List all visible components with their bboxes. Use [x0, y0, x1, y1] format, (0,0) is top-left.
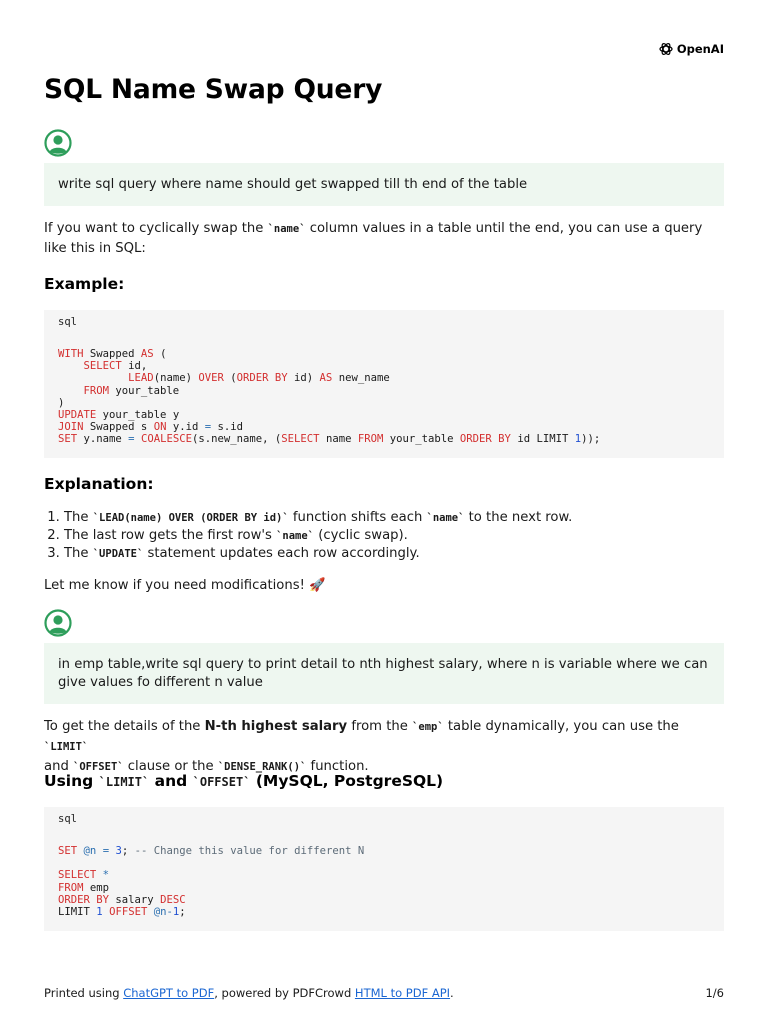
code-block-1	[44, 310, 724, 458]
answer-1-intro-text: If you want to cyclically swap the	[44, 221, 268, 236]
inline-code: `name`	[426, 512, 465, 524]
answer-2-intro-bold: N-th highest salary	[204, 719, 348, 734]
list-item-text: statement updates each row accordingly.	[143, 546, 420, 561]
inline-code: `OFFSET`	[192, 775, 251, 789]
html-to-pdf-api-link[interactable]: HTML to PDF API	[354, 986, 451, 1000]
answer-2-intro-text: table dynamically, you can use the	[443, 719, 679, 734]
example-heading: Example:	[44, 275, 125, 293]
inline-code: `name`	[267, 223, 306, 235]
footer-text: , powered by PDFCrowd	[214, 986, 355, 1000]
code-language-label: sql	[58, 316, 77, 328]
footer-text: Printed using	[44, 986, 124, 1000]
user-avatar-icon	[44, 609, 72, 637]
answer-1-intro-text-2: column values in a table until the end, you can use a query like this in SQL:	[44, 221, 703, 256]
inline-code: `emp`	[412, 721, 444, 733]
openai-logo-icon	[658, 41, 674, 57]
list-item-text: (cyclic swap).	[314, 528, 408, 543]
list-item	[64, 545, 572, 563]
inline-code: `UPDATE`	[92, 548, 144, 560]
user-prompt-1	[44, 163, 724, 206]
inline-code: `LIMIT`	[98, 775, 150, 789]
openai-logo	[658, 41, 724, 57]
footer	[44, 986, 724, 1000]
answer-2-intro-text: from the	[347, 719, 413, 734]
user-prompt-2	[44, 643, 724, 704]
chatgpt-to-pdf-link[interactable]: ChatGPT to PDF	[123, 986, 215, 1000]
footer-text: .	[450, 986, 454, 1000]
explanation-heading: Explanation:	[44, 475, 154, 493]
limit-offset-heading	[44, 772, 443, 790]
openai-logo-text: OpenAI	[676, 42, 724, 56]
heading-text: (MySQL, PostgreSQL)	[250, 772, 444, 790]
code-block-2	[44, 807, 724, 931]
heading-text: Using	[44, 772, 99, 790]
list-item-text: to the next row.	[464, 510, 573, 525]
code-language-label: sql	[58, 813, 77, 825]
list-item-text: The	[64, 510, 93, 525]
explanation-list	[44, 509, 572, 563]
list-item-text: The last row gets the first row's	[64, 528, 277, 543]
user-prompt-1-text: write sql query where name should get swapped till th end of the table	[58, 176, 528, 192]
answer-2-intro-text: To get the details of the	[44, 719, 205, 734]
code-block-2-content: SET @n = 3; -- Change this value for different N SELECT * FROM emp ORDER BY salary DESC LIMIT 1 OFFSET @n-1;	[58, 845, 365, 919]
answer-1-closing: Let me know if you need modifications! 🚀	[44, 578, 326, 593]
list-item	[64, 509, 572, 527]
answer-2-intro-text: and	[44, 759, 74, 774]
list-item-text: The	[64, 546, 93, 561]
heading-text: and	[149, 772, 193, 790]
code-block-1-content: WITH Swapped AS ( SELECT id, LEAD(name) OVER (ORDER BY id) AS new_name FROM your_table ) UPDATE your_table y JOIN Swapped s ON y.id = s.id SET y.name = COALESCE(s.new_name, (SELECT name FROM your_table ORDER BY id LIMIT 1));	[58, 348, 601, 446]
answer-1-intro	[44, 219, 724, 259]
page-title: SQL Name Swap Query	[44, 74, 383, 105]
inline-code: `LIMIT`	[44, 741, 89, 753]
answer-2-intro-text: function.	[306, 759, 369, 774]
user-prompt-2-text: in emp table,write sql query to print detail to nth highest salary, where n is variable where we can give values fo different n value	[58, 656, 708, 690]
answer-2-intro	[44, 717, 724, 777]
inline-code: `LEAD(name) OVER (ORDER BY id)`	[92, 512, 289, 524]
page-number: 1/6	[705, 986, 724, 1000]
inline-code: `name`	[276, 530, 314, 542]
list-item-text: function shifts each	[288, 510, 427, 525]
user-avatar-icon	[44, 129, 72, 157]
answer-2-intro-text: clause or the	[123, 759, 218, 774]
inline-code: `OFFSET`	[73, 761, 124, 773]
inline-code: `DENSE_RANK()`	[217, 761, 307, 773]
list-item	[64, 527, 572, 545]
